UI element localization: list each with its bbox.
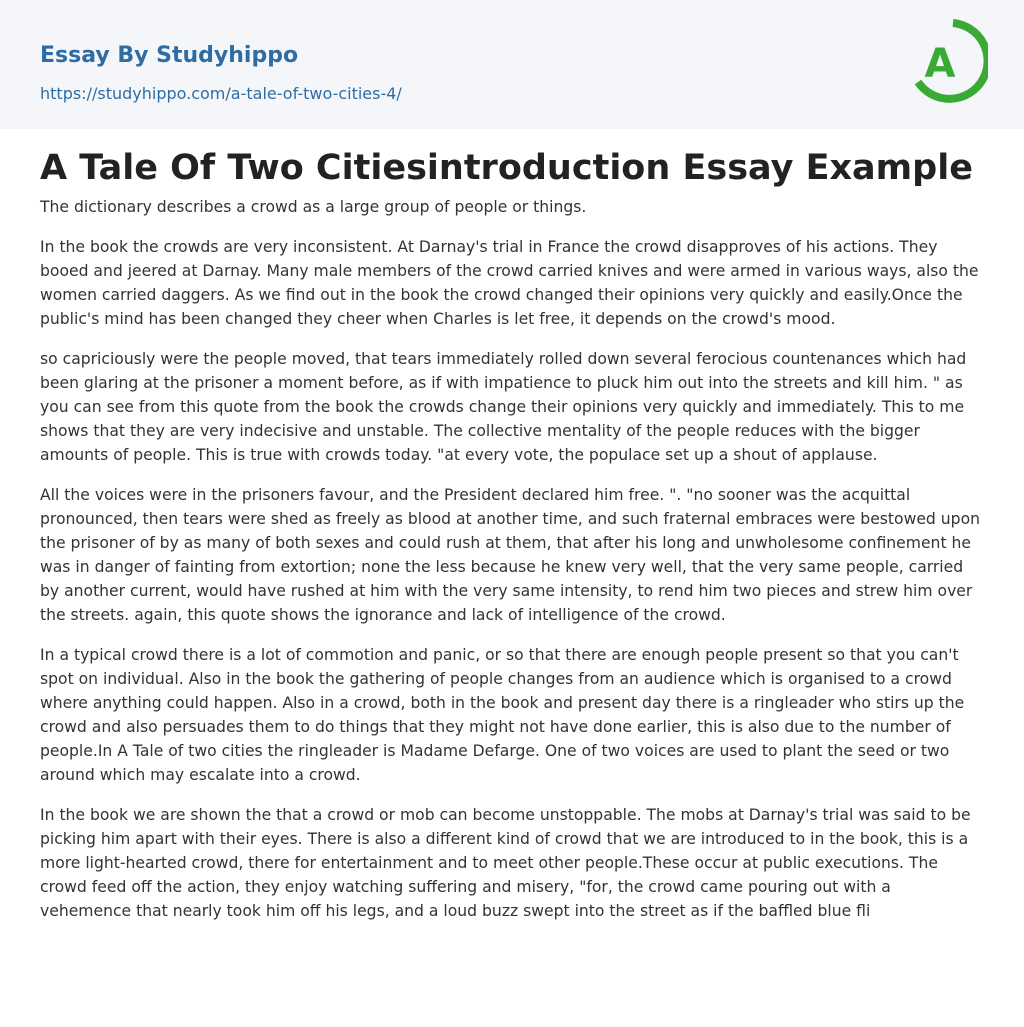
essay-paragraph-3: so capriciously were the people moved, that tears immediately rolled down several ferocious countenances which had been glaring at the prisoner a moment before, as if with impatience to pluck him out into the streets and kill him. " as you can see from this quote from the book the crowds change their opinions very quickly and immediately. This to me shows that they are very indecisive and unstable. The collective mentality of the people reduces with the bigger amounts of people. This is true with crowds today. "at every vote, the populace set up a shout of applause. xyxy=(40,350,967,464)
studyhippo-logo-icon xyxy=(908,18,988,106)
source-url-link[interactable]: https://studyhippo.com/a-tale-of-two-cities-4/ xyxy=(40,84,402,103)
site-header xyxy=(0,0,1024,129)
essay-title: A Tale Of Two Citiesintroduction Essay Example xyxy=(40,148,973,188)
essay-article xyxy=(0,129,1024,923)
essay-paragraph-5: In a typical crowd there is a lot of commotion and panic, or so that there are enough people present so that you can't spot on individual. Also in the book the gathering of people changes from an audience which is organised to a crowd where anything could happen. Also in a crowd, both in the book and present day there is a ringleader who stirs up the crowd and also persuades them to do things that they might not have done earlier, this is also due to the number of people.In A Tale of two cities the ringleader is Madame Defarge. One of two voices are used to plant the seed or two around which may escalate into a crowd. xyxy=(40,646,965,784)
logo-letter: A xyxy=(924,41,956,87)
essay-paragraph-4: All the voices were in the prisoners favour, and the President declared him free. ". "no sooner was the acquittal pronounced, then tears were shed as freely as blood at another time, and such fraternal embraces were bestowed upon the prisoner of by as many of both sexes and could rush at them, that after his long and unwholesome confinement he was in danger of fainting from extortion; none the less because he knew very well, that the very same people, carried by another current, would have rushed at him with the very same intensity, to rend him two pieces and strew him over the streets. again, this quote shows the ignorance and lack of intelligence of the crowd. xyxy=(40,486,980,624)
essay-paragraph-1: The dictionary describes a crowd as a large group of people or things. xyxy=(40,198,587,216)
essay-paragraph-2: In the book the crowds are very inconsistent. At Darnay's trial in France the crowd disapproves of his actions. They booed and jeered at Darnay. Many male members of the crowd carried knives and were armed in various ways, also the women carried daggers. As we find out in the book the crowd changed their opinions very quickly and easily.Once the public's mind has been changed they cheer when Charles is let free, it depends on the crowd's mood. xyxy=(40,238,979,328)
essay-paragraph-6: In the book we are shown the that a crowd or mob can become unstoppable. The mobs at Darnay's trial was said to be picking him apart with their eyes. There is also a different kind of crowd that we are introduced to in the book, this is a more light-hearted crowd, there for entertainment and to meet other people.These occur at public executions. The crowd feed off the action, they enjoy watching suffering and misery, "for, the crowd came pouring out with a vehemence that nearly took him off his legs, and a loud buzz swept into the street as if the baffled blue fli xyxy=(40,806,971,920)
brand-name: Essay By Studyhippo xyxy=(40,43,299,68)
